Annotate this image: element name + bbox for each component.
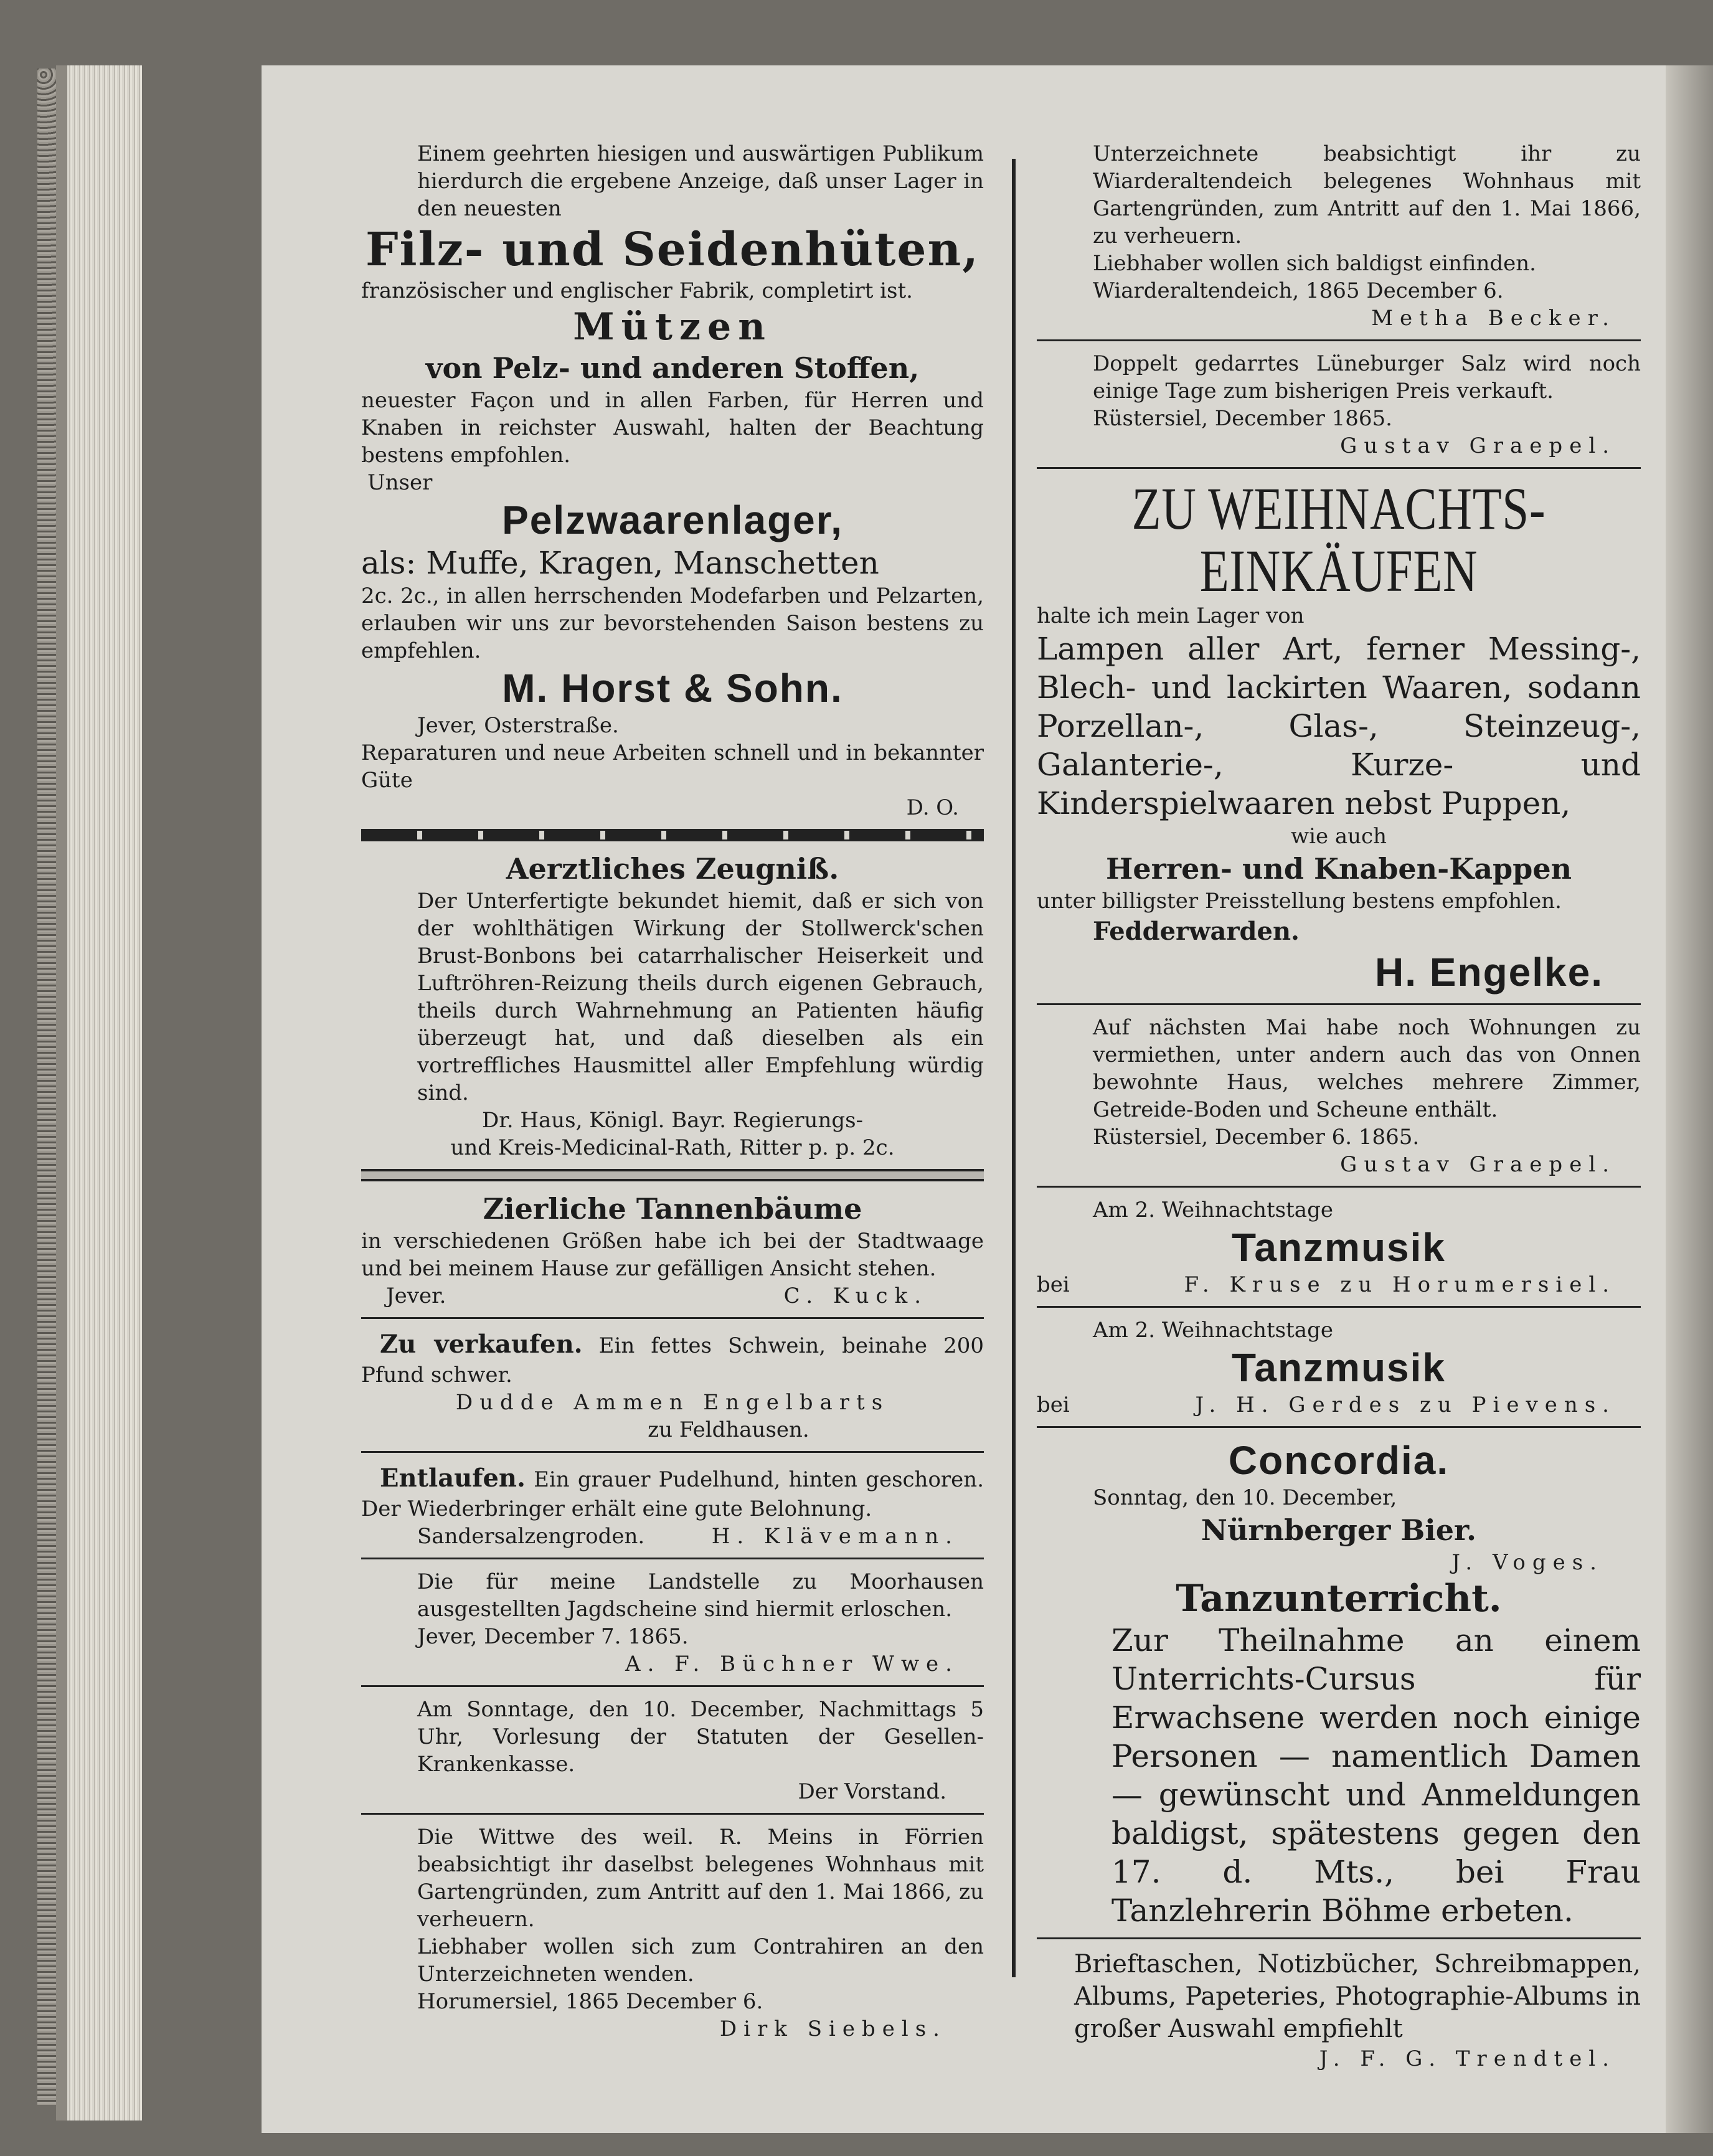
ad-filz-seidenhueten <box>361 140 984 821</box>
ad-large-text: Lampen aller Art, ferner Messing-, Blech- und lackirten Waaren, sodann Porzellan-, Glas-, Steinzeug-, Galanterie-, Kurze- und Kinderspielwaaren nebst Puppen, <box>1037 631 1641 821</box>
ad-title: Concordia. <box>1228 1438 1450 1483</box>
ad-text: halte ich mein Lager von <box>1037 603 1305 628</box>
ad-name: Gustav Graepel. <box>1340 433 1616 458</box>
ad-date: Rüstersiel, December 6. 1865. <box>1093 1125 1420 1150</box>
book-right-edge <box>1666 65 1713 2133</box>
ad-signature: Der Vorstand. <box>798 1779 946 1804</box>
left-column <box>361 140 984 2043</box>
ad-lead: Am 2. Weihnachtstage <box>1093 1318 1333 1343</box>
ad-title: Zierliche Tannenbäume <box>483 1192 862 1226</box>
ad-headline-muetzen: Mützen <box>573 305 772 349</box>
ad-tanzmusik-kruse <box>1037 1196 1641 1298</box>
ad-title: Tanzmusik <box>1232 1225 1446 1270</box>
ad-text: Reparaturen und neue Arbeiten schnell und in bekannter Güte <box>361 740 984 793</box>
ad-trendtel <box>1037 1948 1641 2073</box>
ad-place: zu Feldhausen. <box>648 1417 809 1442</box>
ad-tanzmusik-gerdes <box>1037 1317 1641 1419</box>
ad-wiarderaltendeich <box>1037 140 1641 332</box>
ad-name: Metha Becker. <box>1371 306 1616 331</box>
ad-title: EINKÄUFEN <box>1199 537 1478 604</box>
ad-firm-name: H. Engelke. <box>1375 950 1603 995</box>
ad-subheadline: von Pelz- und anderen Stoffen, <box>425 351 920 385</box>
rule <box>361 1685 984 1687</box>
ad-name: C. Kuck. <box>783 1284 928 1308</box>
ad-intro: Einem geehrten hiesigen und auswärtigen Publikum hierdurch die ergebene Anzeige, daß unser Lager in den neuesten <box>417 141 984 221</box>
ad-lead: Entlaufen. <box>380 1463 526 1493</box>
ad-signature: und Kreis-Medicinal-Rath, Ritter p. p. 2c. <box>450 1135 895 1160</box>
ad-title: Tanzmusik <box>1232 1345 1446 1390</box>
page-stack-edge <box>56 65 142 2121</box>
ad-place: Sandersalzengroden. <box>417 1524 645 1549</box>
ad-signature: Dr. Haus, Königl. Bayr. Regierungs- <box>481 1108 864 1133</box>
double-rule <box>361 1169 984 1181</box>
ad-large-text: Zur Theilnahme an einem Unterrichts-Cursus für Erwachsene werden noch einige Personen — namentlich Damen — gewünscht und Anmeldungen baldigst, spätestens gegen den 17. d. Mts., bei Frau Tanzlehrerin Böhme erbeten. <box>1111 1622 1641 1929</box>
ad-tanzunterricht <box>1037 1576 1641 1930</box>
ad-headline-pelz: Pelzwaarenlager, <box>502 498 843 542</box>
ad-subheadline: Herren- und Knaben-Kappen <box>1105 852 1572 886</box>
ad-firm-name: M. Horst & Sohn. <box>502 666 843 711</box>
ad-place: Fedderwarden. <box>1093 917 1300 946</box>
ornamental-rule <box>361 829 984 841</box>
ad-wittwe-meins <box>361 1823 984 2043</box>
ad-name: J. Voges. <box>1451 1550 1603 1575</box>
ad-entlaufen <box>361 1462 984 1550</box>
ad-text: bei <box>1037 1272 1070 1297</box>
ad-text: Doppelt gedarrtes Lüneburger Salz wird noch einige Tage zum bisherigen Preis verkauft. <box>1093 351 1641 404</box>
ad-lead: Zu verkaufen. <box>380 1330 583 1359</box>
ad-date: Rüstersiel, December 1865. <box>1093 406 1392 431</box>
ad-place: Jever. <box>386 1284 446 1308</box>
ad-date: Horumersiel, 1865 December 6. <box>417 1989 763 2014</box>
ad-initials: D. O. <box>906 795 959 820</box>
rule <box>361 1813 984 1815</box>
ad-text: französischer und englischer Fabrik, completirt ist. <box>361 278 913 303</box>
ad-name: H. Klävemann. <box>711 1524 959 1549</box>
ad-text: Ein fettes Schwein, beinahe 200 Pfund schwer. <box>361 1333 984 1388</box>
rule <box>1037 1186 1641 1188</box>
ad-text: Unterzeichnete beabsichtigt ihr zu Wiarderaltendeich belegenes Wohnhaus mit Gartengründen, zum Antritt auf den 1. Mai 1866, zu verheuern. <box>1093 141 1641 248</box>
rule <box>1037 1426 1641 1428</box>
ad-text: Auf nächsten Mai habe noch Wohnungen zu vermiethen, unter andern auch das von Onnen bewohnte Haus, welches mehrere Zimmer, Getreide-Boden und Scheune enthält. <box>1093 1015 1641 1122</box>
rule <box>1037 467 1641 469</box>
ad-text: 2c. 2c., in allen herrschenden Modefarben und Pelzarten, erlauben wir uns zur bevorstehenden Saison bestens zu empfehlen. <box>361 584 984 663</box>
right-column <box>1037 140 1641 2073</box>
ad-date: Jever, December 7. 1865. <box>417 1624 689 1649</box>
rule <box>1037 1306 1641 1308</box>
ad-text: Unser <box>367 470 433 495</box>
ad-text: wie auch <box>1290 824 1387 849</box>
ad-lead: Am 2. Weihnachtstage <box>1093 1198 1333 1222</box>
rule <box>361 1317 984 1319</box>
column-divider <box>1012 159 1016 1977</box>
ad-text: Am Sonntage, den 10. December, Nachmittags 5 Uhr, Vorlesung der Statuten der Gesellen-Krankenkasse. <box>417 1697 984 1777</box>
ad-date: Wiarderaltendeich, 1865 December 6. <box>1093 278 1504 303</box>
ad-text: Die für meine Landstelle zu Moorhausen ausgestellten Jagdscheine sind hiermit erloschen. <box>417 1569 984 1622</box>
rule <box>1037 339 1641 341</box>
ad-date: Sonntag, den 10. December, <box>1093 1485 1397 1510</box>
ad-aerztliches-zeugniss <box>361 850 984 1161</box>
ad-text: in verschiedenen Größen habe ich bei der Stadtwaage und bei meinem Hause zur gefälligen Ansicht stehen. <box>361 1229 984 1281</box>
ad-subheadline: Nürnberger Bier. <box>1201 1513 1477 1547</box>
ad-text: Ein grauer Pudelhund, hinten geschoren. Der Wiederbringer erhält eine gute Belohnung. <box>361 1467 984 1521</box>
ad-name: Gustav Graepel. <box>1340 1152 1616 1177</box>
ad-name: J. H. Gerdes zu Pievens. <box>1195 1392 1616 1417</box>
ad-title: ZU WEIHNACHTS- <box>1131 475 1546 542</box>
ad-title: Aerztliches Zeugniß. <box>506 852 839 886</box>
ad-jagdscheine <box>361 1568 984 1678</box>
ad-wohnungen <box>1037 1014 1641 1178</box>
ad-text: Die Wittwe des weil. R. Meins in Förrien beabsichtigt ihr daselbst belegenes Wohnhaus mit Gartengründen, zum Antritt auf den 1. Mai 1866, zu verheuern. <box>417 1825 984 1932</box>
ad-text: unter billigster Preisstellung bestens empfohlen. <box>1037 889 1562 914</box>
ad-name: Dirk Siebels. <box>719 2017 946 2041</box>
ad-vorlesung <box>361 1696 984 1805</box>
ad-tannenbaeume <box>361 1190 984 1310</box>
ad-title: Tanzunterricht. <box>1176 1577 1502 1620</box>
ad-name: A. F. Büchner Wwe. <box>625 1652 959 1676</box>
ad-concordia <box>1037 1437 1641 1576</box>
ad-weihnachts-einkaeufe <box>1037 475 1641 996</box>
ad-name: Dudde Ammen Engelbarts <box>455 1390 890 1415</box>
ad-text: neuester Façon und in allen Farben, für Herren und Knaben in reichster Auswahl, halten der Beachtung bestens empfohlen. <box>361 388 984 468</box>
rule <box>361 1451 984 1453</box>
ad-text: bei <box>1037 1392 1070 1417</box>
ad-text: Liebhaber wollen sich baldigst einfinden. <box>1093 251 1536 276</box>
ad-text: Liebhaber wollen sich zum Contrahiren an den Unterzeichneten wenden. <box>417 1934 984 1987</box>
ad-zu-verkaufen <box>361 1328 984 1444</box>
ad-text: Brieftaschen, Notizbücher, Schreibmappen, Albums, Papeteries, Photographie-Albums in großer Auswahl empfiehlt <box>1074 1950 1641 2043</box>
rule <box>361 1558 984 1559</box>
ad-headline: Filz- und Seidenhüten, <box>365 223 980 277</box>
rule <box>1037 1003 1641 1005</box>
ad-place: Jever, Osterstraße. <box>417 713 619 738</box>
ad-lueneburger-salz <box>1037 350 1641 460</box>
ad-text: Der Unterfertigte bekundet hiemit, daß er sich von der wohlthätigen Wirkung der Stollwerck'schen Brust-Bonbons bei catarrhalischer Heiserkeit und Luftröhren-Reizung theils durch eigenen Gebrauch, theils durch Wahrnehmung an Patienten häufig überzeugt hat, und daß dieselben als ein vortreffliches Hausmittel aller Empfehlung würdig sind. <box>417 889 984 1105</box>
ad-name: J. F. G. Trendtel. <box>1319 2046 1616 2071</box>
rule <box>1037 1937 1641 1939</box>
ad-large-text: als: Muffe, Kragen, Manschetten <box>361 545 879 581</box>
ad-name: F. Kruse zu Horumersiel. <box>1184 1272 1616 1297</box>
